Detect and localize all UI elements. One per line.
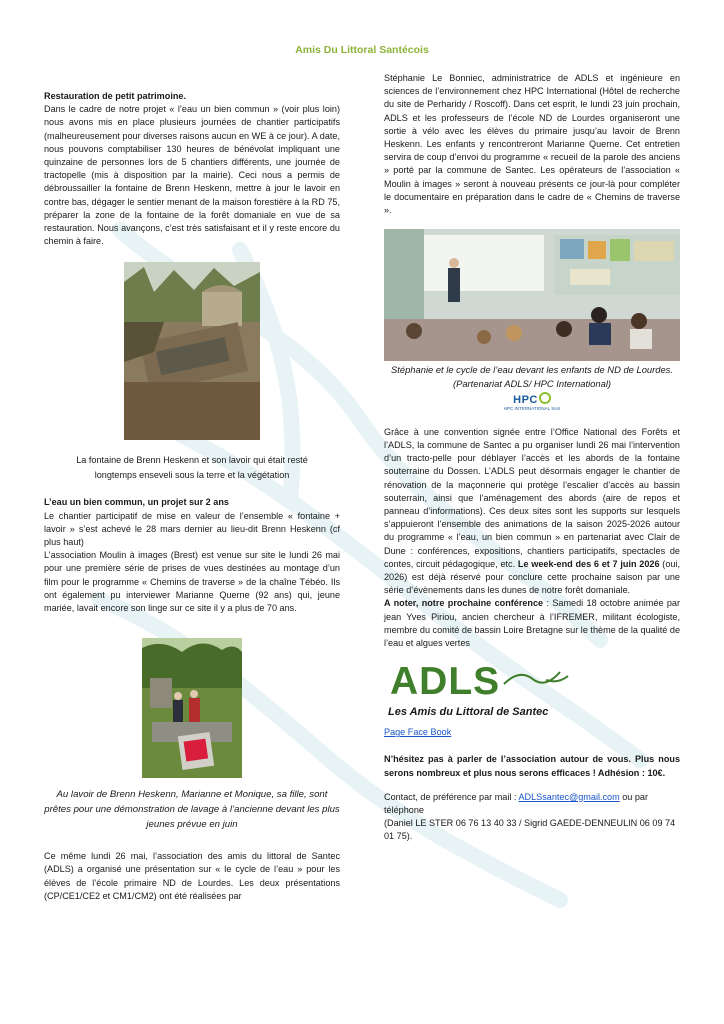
photo-lavoir-caption: Au lavoir de Brenn Heskenn, Marianne et Monique, sa fille, sont prêtes pour une démonstration de lavage à l’ancienne devant les plus jeunes prévue en juin: [44, 789, 340, 831]
adls-logo-text: ADLS: [390, 660, 501, 704]
conference-details: : Samedi 18 octobre animée par jean Yves Piriou, ancien chercheur à l’IFREMER, militant écologiste, membre du comité de bassin Loire Bretagne sur le thème de la qualité de l’eau et algues vertes: [384, 598, 680, 648]
hpc-logo-mark: [539, 392, 551, 404]
conference-paragraph: [384, 597, 680, 650]
onf-paragraph: [384, 426, 680, 598]
restoration-paragraph: Dans le cadre de notre projet « l’eau un bien commun » (voir plus loin) nous avons mis en place plusieurs journées de chantier participatifs (malheureusement pour diverses raisons aucun en WE à ce jour). A date, nous pouvons comptabiliser 130 heures de bénévolat impliquant une quinzaine de personnes lors de 5 chantiers différents, une journée de tractopelle (mis à disposition par la mairie). Ceci nous a permis de débroussailler la fontaine de Brenn Heskenn, mettre à jour le lavoir en contre bas, dégager le sentier menant de la maison forestière à la RD 75, préparer la zone de la fontaine de la forêt domaniale en vue de sa restauration. Nous avançons, c’est très satisfaisant et il y reste encore du chemin à faire.: [44, 104, 340, 247]
contact-prefix: Contact, de préférence par mail :: [384, 791, 519, 802]
section-title-project: L’eau un bien commun, un projet sur 2 ans: [44, 497, 229, 508]
conference-label: A noter, notre prochaine conférence: [384, 598, 544, 609]
adls-tagline: Les Amis du Littoral de Santec: [388, 706, 549, 719]
facebook-link[interactable]: Page Face Book: [384, 727, 452, 738]
project-paragraph-2: L’association Moulin à images (Brest) est venue sur site le lundi 26 mai pour une première série de prises de vues destinées au montage d’un film pour le programme « Chemins de traverse » de la chaîne Tébéo. Ils ont également pu interviewer Marianne Querne (92 ans) qui, jeune mariée, lavait encore son linge sur ce site il y a plus de 70 ans.: [44, 550, 340, 614]
photo-lavoir: [142, 638, 242, 778]
photo-fontaine: [124, 262, 260, 440]
adls-logo: [384, 660, 680, 724]
presentation-paragraph: Ce même lundi 26 mai, l’association des amis du littoral de Santec (ADLS) a organisé une présentation sur « le cycle de l’eau » pour les élèves de l’école primaire ND de Lourdes. Les deux présentations (CP/CE1/CE2 et CM1/CM2) ont été réalisées par: [44, 851, 340, 901]
right-column: [384, 72, 680, 844]
hpc-logo-text: HPC: [513, 394, 538, 407]
contact-email-link[interactable]: ADLSsantec@gmail.com: [518, 791, 620, 802]
onf-text-b: (oui, 2026) est déjà réservé pour conclure cette prochaine saison par une série d’évènements dans les dunes de notre forêt domaniale.: [384, 558, 680, 596]
contact-suffix: ou par téléphone: [384, 791, 648, 815]
hpc-logo: [384, 392, 680, 412]
page-header: Amis Du Littoral Santécois: [295, 44, 429, 56]
left-column: [44, 90, 340, 903]
onf-text-a: Grâce à une convention signée entre l’Office National des Forêts et l’ADLS, la commune de Santec a pu organiser lundi 26 mai l’intervention d’un tracto-pelle pour déblayer l’accès et les abords de la fontaine souterraine du Dossen. L’ADLS peut désormais engager le chantier de rénovation de la maçonnerie qui protège l’escalier d’accès au bassin souterrain, ainsi que l’aménagement des abords (aire de repos et panneau d’informations). Ces deux sites sont les supports sur lesquels s’appuieront l’ensemble des animations de la saison 2025-2026 autour du programme « l’eau, un bien commun » en partenariat avec Clair de Dune : conférences, expositions, chantiers participatifs, spectacles de contes, circuit pédagogique, etc.: [384, 426, 680, 569]
bird-icon: [502, 662, 572, 702]
photo-classroom: [384, 229, 680, 361]
onf-text-weekend: Le week-end des 6 et 7 juin 2026: [517, 558, 660, 569]
hpc-logo-subtitle: HPC INTERNATIONAL SAS: [503, 406, 561, 412]
contact-phones: (Daniel LE STER 06 76 13 40 33 / Sigrid GAEDE-DENNEULIN 06 09 74 01 75).: [384, 818, 676, 842]
project-paragraph-1: Le chantier participatif de mise en valeur de l’ensemble « fontaine + lavoir » s’est achevé le 28 mars dernier au lieu-dit Brenn Heskenn (cf plus haut): [44, 510, 340, 548]
membership-call: N’hésitez pas à parler de l’association autour de vous. Plus nous serons nombreux et plus nous serons efficaces ! Adhésion : 10€.: [384, 754, 680, 778]
photo-classroom-caption: Stéphanie et le cycle de l’eau devant les enfants de ND de Lourdes. (Partenariat ADLS/ HPC International): [391, 364, 673, 390]
contact-paragraph: [384, 791, 680, 817]
photo-fontaine-caption: La fontaine de Brenn Heskenn et son lavoir qui était resté longtemps enseveli sous la terre et la végétation: [76, 455, 308, 480]
outing-paragraph: Stéphanie Le Bonniec, administratrice de ADLS et ingénieure en sciences de l’environnement chez HPC International (Hôtel de recherche du site de Perharidy / Roscoff). Dans cet esprit, le lundi 23 juin prochain, ADLS et les professeurs de l’école ND de Lourdes organiseront une sortie à vélo avec les élèves du primaire jusqu’au lavoir de Brenn Heskenn. Les enfants y rencontreront Marianne Querne. Cet entretien servira de coup d’envoi du programme « recueil de la parole des anciens » porté par la commune de Santec. Les opérateurs de l’association « Moulin à images » seront à nouveau présents ce jour-là pour compléter le documentaire en préparation dans le cadre de « Chemins de traverse ».: [384, 73, 680, 216]
section-title-restoration: Restauration de petit patrimoine.: [44, 91, 186, 101]
